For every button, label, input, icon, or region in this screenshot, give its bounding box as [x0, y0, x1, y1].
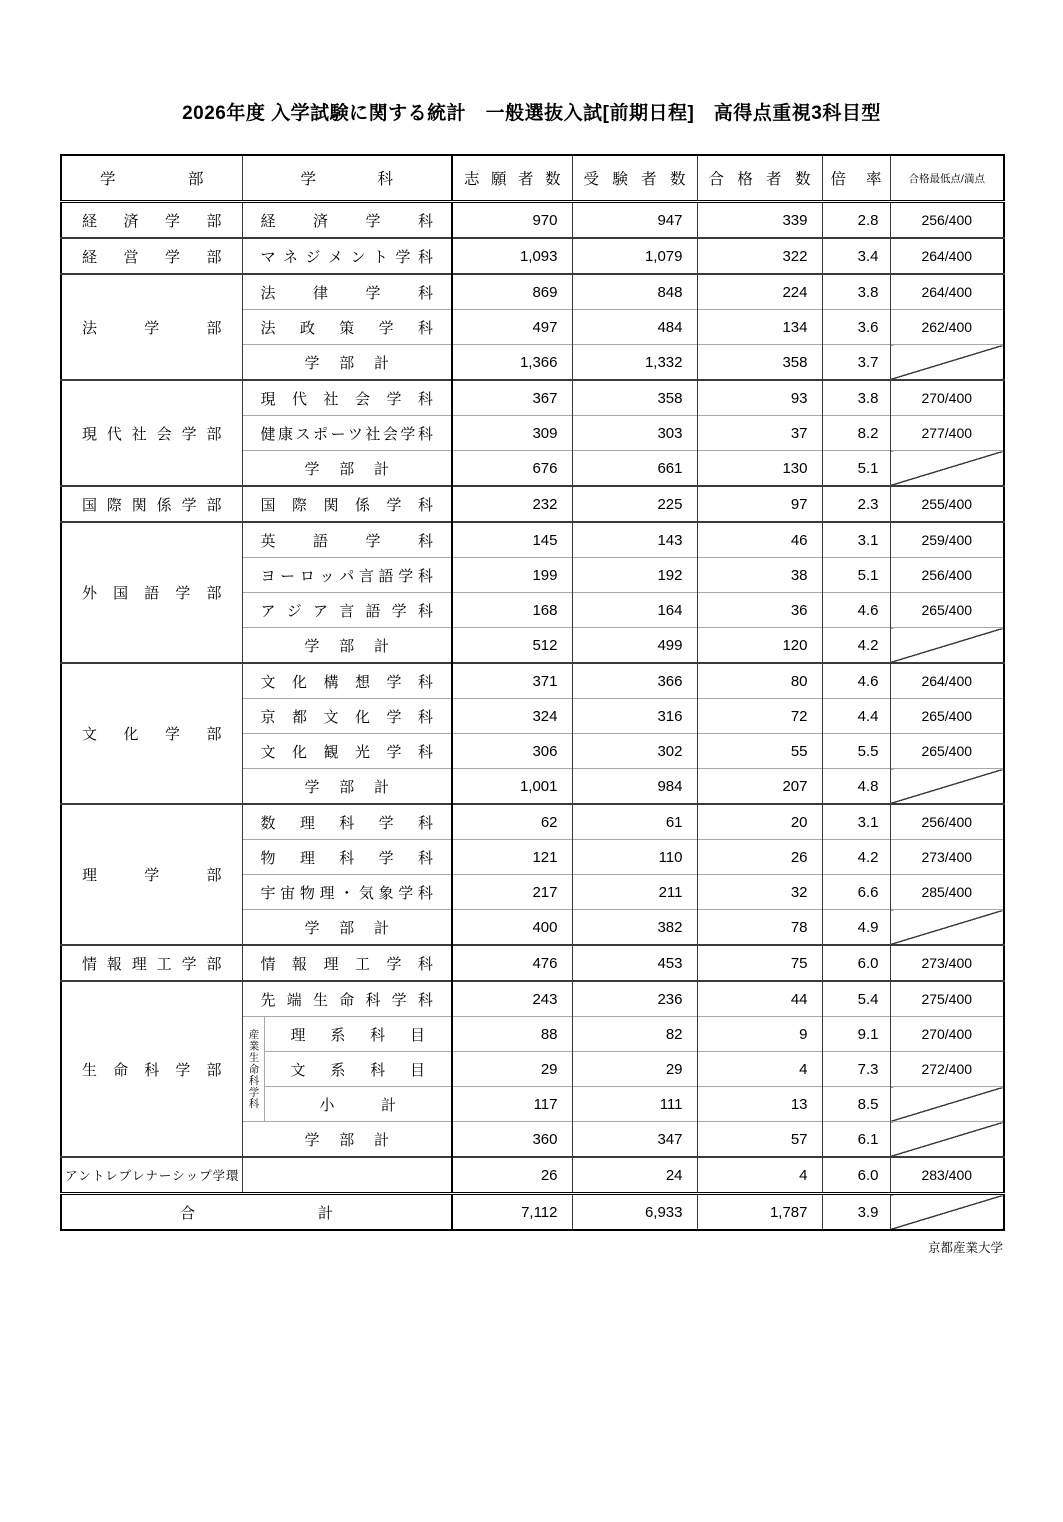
examinees-cell: 61: [572, 804, 697, 840]
accepted-cell: 20: [697, 804, 822, 840]
ratio-cell: 6.0: [822, 945, 890, 981]
document-page: [60, 0, 1003, 1256]
examinees-cell: 1,332: [572, 345, 697, 381]
examinees-cell: 82: [572, 1017, 697, 1052]
dept-cell: [264, 1017, 452, 1052]
cell-label: 合 計: [180, 1204, 333, 1222]
examinees-cell: 661: [572, 451, 697, 487]
dept-cell: [242, 238, 452, 274]
applicants-cell: 400: [452, 910, 572, 946]
ratio-cell: 6.6: [822, 875, 890, 910]
faculty-cell: [61, 238, 242, 274]
examinees-cell: 347: [572, 1122, 697, 1158]
col-header-ratio-label: 倍 率: [830, 171, 882, 188]
dept-cell: [264, 1052, 452, 1087]
applicants-cell: 309: [452, 416, 572, 451]
examinees-cell: 984: [572, 769, 697, 805]
cell-label: 法 学 部: [82, 319, 222, 337]
col-header-applicants-label: 志 願 者 数: [464, 171, 561, 188]
applicants-cell: 360: [452, 1122, 572, 1158]
applicants-cell: 512: [452, 628, 572, 664]
table-row: [61, 238, 1004, 274]
ratio-cell: 3.4: [822, 238, 890, 274]
min-score-cell: 259/400: [890, 522, 1004, 558]
examinees-cell: 499: [572, 628, 697, 664]
dept-cell: [264, 1087, 452, 1122]
accepted-cell: 26: [697, 840, 822, 875]
applicants-cell: 1,366: [452, 345, 572, 381]
cell-label: 健 康 ス ポ ー ツ 社 会 学 科: [260, 425, 433, 443]
examinees-cell: 358: [572, 380, 697, 416]
ratio-cell: 4.4: [822, 699, 890, 734]
stats-table-body: [61, 202, 1004, 1231]
applicants-cell: 26: [452, 1157, 572, 1194]
accepted-cell: 75: [697, 945, 822, 981]
cell-label: 先 端 生 命 科 学 科: [260, 991, 433, 1009]
accepted-cell: 37: [697, 416, 822, 451]
dept-cell: [242, 875, 452, 910]
min-score-cell: 264/400: [890, 238, 1004, 274]
min-score-cell: 262/400: [890, 310, 1004, 345]
header-row: [61, 155, 1004, 202]
accepted-cell: 224: [697, 274, 822, 310]
table-row: [61, 380, 1004, 416]
accepted-cell: 130: [697, 451, 822, 487]
cell-label: 現 代 社 会 学 部: [82, 425, 222, 443]
ratio-cell: 5.5: [822, 734, 890, 769]
applicants-cell: 29: [452, 1052, 572, 1087]
dept-cell: [242, 380, 452, 416]
cell-label: ヨ ー ロ ッ パ 言 語 学 科: [260, 567, 433, 585]
ratio-cell: 4.2: [822, 840, 890, 875]
accepted-cell: 1,787: [697, 1194, 822, 1231]
ratio-cell: 2.8: [822, 202, 890, 239]
dept-cell: [242, 840, 452, 875]
ratio-cell: 8.2: [822, 416, 890, 451]
cell-label: 学 部 計: [304, 354, 389, 372]
cell-label: 文 化 観 光 学 科: [260, 743, 433, 761]
cell-label: 外 国 語 学 部: [82, 585, 222, 602]
cell-label: ア ン ト レ プ レ ナ ー シ ッ プ 学 環: [65, 1169, 239, 1183]
ratio-cell: 4.6: [822, 593, 890, 628]
accepted-cell: 9: [697, 1017, 822, 1052]
cell-label: 経 済 学 部: [82, 212, 222, 230]
accepted-cell: 32: [697, 875, 822, 910]
dept-cell: [242, 699, 452, 734]
min-score-cell: 255/400: [890, 486, 1004, 522]
cell-label: 情 報 理 工 学 部: [82, 955, 222, 973]
col-header-min-score: 合格最低点/満点: [890, 155, 1004, 202]
applicants-cell: 62: [452, 804, 572, 840]
table-row: [61, 202, 1004, 239]
table-row: [61, 274, 1004, 310]
examinees-cell: 164: [572, 593, 697, 628]
applicants-cell: 117: [452, 1087, 572, 1122]
cell-label: 学 部 計: [304, 637, 389, 655]
applicants-cell: 497: [452, 310, 572, 345]
cell-label: マ ネ ジ メ ン ト 学 科: [260, 248, 433, 266]
dept-cell: [242, 734, 452, 769]
accepted-cell: 93: [697, 380, 822, 416]
applicants-cell: 676: [452, 451, 572, 487]
accepted-cell: 358: [697, 345, 822, 381]
faculty-cell: [61, 202, 242, 239]
applicants-cell: 88: [452, 1017, 572, 1052]
ratio-cell: 2.3: [822, 486, 890, 522]
accepted-cell: 339: [697, 202, 822, 239]
col-header-examinees: [572, 155, 697, 202]
min-score-cell: [890, 451, 1004, 487]
cell-label: 理 学 部: [82, 867, 222, 884]
dept-cell: [242, 522, 452, 558]
cell-label: 小 計: [319, 1096, 396, 1114]
ratio-cell: 9.1: [822, 1017, 890, 1052]
total-label-cell: [61, 1194, 452, 1231]
accepted-cell: 97: [697, 486, 822, 522]
dept-cell: [242, 202, 452, 239]
examinees-cell: 947: [572, 202, 697, 239]
dept-cell: [242, 345, 452, 381]
col-header-dept: [242, 155, 452, 202]
faculty-cell: [61, 945, 242, 981]
cell-label: 文 化 構 想 学 科: [260, 673, 433, 691]
dept-cell: [242, 451, 452, 487]
ratio-cell: 4.2: [822, 628, 890, 664]
ratio-cell: 5.1: [822, 451, 890, 487]
cell-label: 経 営 学 部: [82, 248, 222, 266]
cell-label: 英 語 学 科: [260, 532, 433, 550]
dept-cell: [242, 945, 452, 981]
min-score-cell: 270/400: [890, 380, 1004, 416]
examinees-cell: 1,079: [572, 238, 697, 274]
faculty-cell: [61, 1157, 242, 1194]
cell-label: 文 化 学 部: [82, 726, 222, 743]
applicants-cell: 324: [452, 699, 572, 734]
min-score-cell: 283/400: [890, 1157, 1004, 1194]
applicants-cell: 476: [452, 945, 572, 981]
cell-label: 京 都 文 化 学 科: [260, 708, 433, 726]
cell-label: 学 部 計: [304, 919, 389, 937]
table-row: [61, 522, 1004, 558]
faculty-cell: [61, 380, 242, 486]
min-score-cell: 264/400: [890, 663, 1004, 699]
applicants-cell: 970: [452, 202, 572, 239]
min-score-cell: [890, 1194, 1004, 1231]
applicants-cell: 371: [452, 663, 572, 699]
examinees-cell: 302: [572, 734, 697, 769]
accepted-cell: 46: [697, 522, 822, 558]
col-header-accepted-label: 合 格 者 数: [708, 171, 811, 188]
min-score-cell: [890, 628, 1004, 664]
ratio-cell: 3.1: [822, 804, 890, 840]
examinees-cell: 192: [572, 558, 697, 593]
min-score-cell: 273/400: [890, 840, 1004, 875]
university-name: 京都産業大学: [927, 1241, 1003, 1255]
accepted-cell: 57: [697, 1122, 822, 1158]
cell-label: 学 部 計: [304, 1131, 389, 1149]
ratio-cell: 7.3: [822, 1052, 890, 1087]
table-row: [61, 945, 1004, 981]
table-row: [61, 663, 1004, 699]
applicants-cell: 199: [452, 558, 572, 593]
statistics-table: [60, 154, 1005, 1231]
accepted-cell: 4: [697, 1157, 822, 1194]
min-score-cell: 256/400: [890, 804, 1004, 840]
cell-label: 経 済 学 科: [260, 212, 433, 230]
accepted-cell: 38: [697, 558, 822, 593]
cell-label: 法 律 学 科: [260, 284, 433, 302]
cell-label: ア ジ ア 言 語 学 科: [260, 602, 433, 620]
faculty-cell: [61, 804, 242, 945]
examinees-cell: 225: [572, 486, 697, 522]
cell-label: 国 際 関 係 学 科: [260, 496, 433, 514]
min-score-cell: 285/400: [890, 875, 1004, 910]
dept-cell: [242, 981, 452, 1017]
cell-label: 宇 宙 物 理 ・ 気 象 学 科: [260, 884, 433, 902]
examinees-cell: 316: [572, 699, 697, 734]
ratio-cell: 3.1: [822, 522, 890, 558]
min-score-cell: 272/400: [890, 1052, 1004, 1087]
accepted-cell: 207: [697, 769, 822, 805]
col-header-ratio: [822, 155, 890, 202]
ratio-cell: 4.8: [822, 769, 890, 805]
cell-label: 文 系 科 目: [290, 1061, 425, 1079]
examinees-cell: 29: [572, 1052, 697, 1087]
table-row: [61, 981, 1004, 1017]
total-row: [61, 1194, 1004, 1231]
accepted-cell: 72: [697, 699, 822, 734]
cell-label: 情 報 理 工 学 科: [260, 955, 433, 973]
accepted-cell: 4: [697, 1052, 822, 1087]
page-title: 2026年度 入学試験に関する統計 一般選抜入試[前期日程] 高得点重視3科目型: [182, 103, 881, 124]
col-header-accepted: [697, 155, 822, 202]
faculty-cell: [61, 522, 242, 663]
col-header-dept-label: 学 科: [300, 171, 393, 188]
col-header-faculty: [61, 155, 242, 202]
accepted-cell: 36: [697, 593, 822, 628]
examinees-cell: 236: [572, 981, 697, 1017]
applicants-cell: 869: [452, 274, 572, 310]
subgroup-cell: [242, 1017, 264, 1122]
dept-cell: [242, 310, 452, 345]
table-row: [61, 804, 1004, 840]
dept-cell: [242, 663, 452, 699]
accepted-cell: 80: [697, 663, 822, 699]
dept-cell: [242, 486, 452, 522]
dept-cell: [242, 558, 452, 593]
examinees-cell: 366: [572, 663, 697, 699]
cell-label: 生 命 科 学 部: [82, 1061, 222, 1079]
min-score-cell: [890, 1122, 1004, 1158]
applicants-cell: 1,001: [452, 769, 572, 805]
examinees-cell: 24: [572, 1157, 697, 1194]
min-score-cell: 277/400: [890, 416, 1004, 451]
applicants-cell: 1,093: [452, 238, 572, 274]
applicants-cell: 7,112: [452, 1194, 572, 1231]
examinees-cell: 453: [572, 945, 697, 981]
cell-label: 現 代 社 会 学 科: [260, 390, 433, 408]
ratio-cell: 5.1: [822, 558, 890, 593]
faculty-cell: [61, 486, 242, 522]
examinees-cell: 848: [572, 274, 697, 310]
table-row: [61, 486, 1004, 522]
cell-label: 物 理 科 学 科: [260, 849, 433, 867]
subgroup-label: 産業生命科学科: [247, 1028, 260, 1110]
min-score-cell: 270/400: [890, 1017, 1004, 1052]
cell-label: 国 際 関 係 学 部: [82, 496, 222, 514]
examinees-cell: 303: [572, 416, 697, 451]
min-score-cell: 265/400: [890, 734, 1004, 769]
accepted-cell: 134: [697, 310, 822, 345]
applicants-cell: 232: [452, 486, 572, 522]
min-score-cell: [890, 769, 1004, 805]
faculty-cell: [61, 274, 242, 380]
table-row: [61, 1157, 1004, 1194]
ratio-cell: 3.6: [822, 310, 890, 345]
applicants-cell: 168: [452, 593, 572, 628]
min-score-cell: [890, 1087, 1004, 1122]
ratio-cell: 4.6: [822, 663, 890, 699]
min-score-cell: 273/400: [890, 945, 1004, 981]
col-header-examinees-label: 受 験 者 数: [583, 171, 686, 188]
examinees-cell: 6,933: [572, 1194, 697, 1231]
applicants-cell: 243: [452, 981, 572, 1017]
min-score-cell: 256/400: [890, 558, 1004, 593]
ratio-cell: 8.5: [822, 1087, 890, 1122]
examinees-cell: 143: [572, 522, 697, 558]
applicants-cell: 121: [452, 840, 572, 875]
applicants-cell: 217: [452, 875, 572, 910]
examinees-cell: 382: [572, 910, 697, 946]
col-header-faculty-label: 学 部: [100, 171, 204, 188]
cell-label: 学 部 計: [304, 778, 389, 796]
examinees-cell: 111: [572, 1087, 697, 1122]
accepted-cell: 44: [697, 981, 822, 1017]
accepted-cell: 78: [697, 910, 822, 946]
ratio-cell: 4.9: [822, 910, 890, 946]
applicants-cell: 145: [452, 522, 572, 558]
cell-label: 数 理 科 学 科: [260, 814, 433, 832]
examinees-cell: 484: [572, 310, 697, 345]
accepted-cell: 13: [697, 1087, 822, 1122]
dept-cell: [242, 593, 452, 628]
applicants-cell: 367: [452, 380, 572, 416]
dept-cell: [242, 416, 452, 451]
examinees-cell: 211: [572, 875, 697, 910]
ratio-cell: 3.7: [822, 345, 890, 381]
dept-cell: [242, 1157, 452, 1194]
min-score-cell: [890, 910, 1004, 946]
min-score-cell: 265/400: [890, 593, 1004, 628]
ratio-cell: 3.8: [822, 274, 890, 310]
accepted-cell: 55: [697, 734, 822, 769]
faculty-cell: [61, 981, 242, 1157]
min-score-cell: 265/400: [890, 699, 1004, 734]
accepted-cell: 120: [697, 628, 822, 664]
faculty-cell: [61, 663, 242, 804]
ratio-cell: 6.0: [822, 1157, 890, 1194]
min-score-cell: [890, 345, 1004, 381]
applicants-cell: 306: [452, 734, 572, 769]
dept-cell: [242, 628, 452, 664]
ratio-cell: 3.8: [822, 380, 890, 416]
cell-label: 法 政 策 学 科: [260, 319, 433, 337]
dept-cell: [242, 769, 452, 805]
dept-cell: [242, 804, 452, 840]
ratio-cell: 6.1: [822, 1122, 890, 1158]
min-score-cell: 275/400: [890, 981, 1004, 1017]
min-score-cell: 256/400: [890, 202, 1004, 239]
cell-label: 学 部 計: [304, 460, 389, 478]
col-header-applicants: [452, 155, 572, 202]
dept-cell: [242, 1122, 452, 1158]
cell-label: 理 系 科 目: [290, 1026, 425, 1044]
ratio-cell: 5.4: [822, 981, 890, 1017]
ratio-cell: 3.9: [822, 1194, 890, 1231]
min-score-cell: 264/400: [890, 274, 1004, 310]
dept-cell: [242, 910, 452, 946]
dept-cell: [242, 274, 452, 310]
examinees-cell: 110: [572, 840, 697, 875]
accepted-cell: 322: [697, 238, 822, 274]
